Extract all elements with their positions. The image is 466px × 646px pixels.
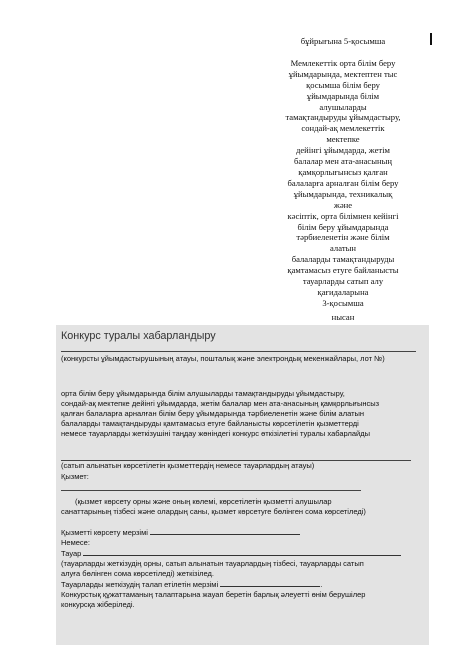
annex-line: және: [333, 199, 353, 210]
annex-line: балаларға арналған білім беру: [287, 177, 399, 188]
goods-description-2: алуға бөлінген сома көрсетіледі) жеткізілед.: [61, 569, 214, 578]
intro-line: сондай-ақ мектепке дейінгі ұйымдарда, жетім балалар мен ата-анасының қамқорлығынсыз: [61, 398, 380, 408]
goods-deadline-row: Тауарларды жеткізудің талап етілетін мерзімі .: [61, 580, 323, 589]
annex-line: 3-қосымша: [322, 297, 364, 308]
closing-line-1: Конкурстық құжаттаманың талаптарына жауап беретін барлық әлеуетті өнім берушілер: [61, 590, 366, 599]
rules-annex-text: [255, 58, 431, 309]
service-deadline-label: Қызметті көрсету мерзімі: [61, 528, 148, 537]
annex-line: ұйымдарында білім: [306, 90, 380, 101]
service-blank-line: [61, 490, 361, 491]
goods-label: Тауар: [61, 549, 82, 558]
annex-line: балаларды тамақтандыруды: [291, 254, 395, 265]
annex-line: қосымша білім беру: [306, 79, 380, 90]
service-description-2: санаттарының тізбесі және олардың саны, қызмет көрсетуге бөлінген сома көрсетіледі): [61, 507, 366, 516]
annex-line: тамақтандыруды ұйымдастыру,: [285, 112, 401, 123]
intro-paragraph: [61, 389, 427, 439]
annex-line: ұйымдарында, мектептен тыс: [288, 68, 398, 79]
annex-line: алушыларды: [319, 101, 367, 112]
goods-row: [61, 548, 427, 559]
annex-line: алатын: [330, 243, 356, 254]
annex-line: қамқорлығынсыз қалған: [298, 166, 388, 177]
service-deadline-row: [61, 527, 427, 538]
annex-line: кәсіптік, орта білімнен кейінгі: [287, 210, 399, 221]
service-deadline-blank: [150, 527, 300, 535]
intro-line: орта білім беру ұйымдарында білім алушыларды тамақтандыруды ұйымдастыру,: [61, 389, 345, 398]
annex-line: білім беру ұйымдарында: [297, 221, 389, 232]
annex-line: дейінгі ұйымдарда, жетім: [295, 145, 390, 156]
annex-line: Мемлекеттік орта білім беру: [290, 57, 396, 68]
or-label: Немесе:: [61, 538, 90, 547]
intro-line: немесе тауарларды жеткізушіні таңдау жөніндегі конкурс өткізілетіні туралы хабарлайды: [61, 428, 370, 438]
annex-line: ұйымдарында, техникалық: [293, 188, 393, 199]
annex-line: тауарларды сатып алу: [302, 276, 384, 287]
intro-line: балаларды тамақтандыруды қамтамасыз етуге байланысты көрсетілетін қызметтерді: [61, 418, 359, 428]
announcement-title: Конкурс туралы хабарландыру: [61, 330, 216, 342]
order-annex-reference: бұйрығына 5-қосымша: [300, 36, 386, 46]
service-label: Қызмет:: [61, 472, 89, 481]
organizer-blank-line: [61, 351, 416, 352]
form-label: нысан: [331, 311, 355, 322]
annex-line: тәрбиеленетін және білім: [296, 232, 390, 243]
annex-line: мектепке: [326, 134, 360, 145]
service-description-1: (қызмет көрсету орны және оның көлемі, көрсетілетін қызметті алушылар: [75, 497, 332, 506]
service-caption: (сатып алынатын көрсетілетін қызметтердің немесе тауарлардың атауы): [61, 461, 315, 470]
goods-description-1: (тауарларды жеткізудің орны, сатып алынатын тауарлардың тізбесі, тауарларды сатып: [61, 559, 364, 568]
annex-line: балалар мен ата-анасының: [294, 156, 392, 167]
annex-line: қамтамасыз етуге байланысты: [287, 265, 399, 276]
annex-line: сондай-ақ мемлекеттік: [301, 123, 385, 134]
organizer-caption: (конкурсты ұйымдастырушының атауы, пошталық және электрондық мекенжайлары, лот №): [61, 354, 385, 363]
goods-blank: [83, 548, 401, 556]
closing-line-2: конкурсқа жіберіледі.: [61, 600, 135, 609]
appendix-header: [255, 36, 431, 323]
goods-deadline-label: Тауарларды жеткізудің талап етілетін мерзімі: [61, 580, 219, 589]
goods-deadline-blank: [220, 579, 320, 587]
intro-line: қалған балаларға арналған білім беру ұйымдарында тәрбиеленетін және білім алатын: [61, 408, 365, 418]
annex-line: қағидаларына: [317, 286, 369, 297]
